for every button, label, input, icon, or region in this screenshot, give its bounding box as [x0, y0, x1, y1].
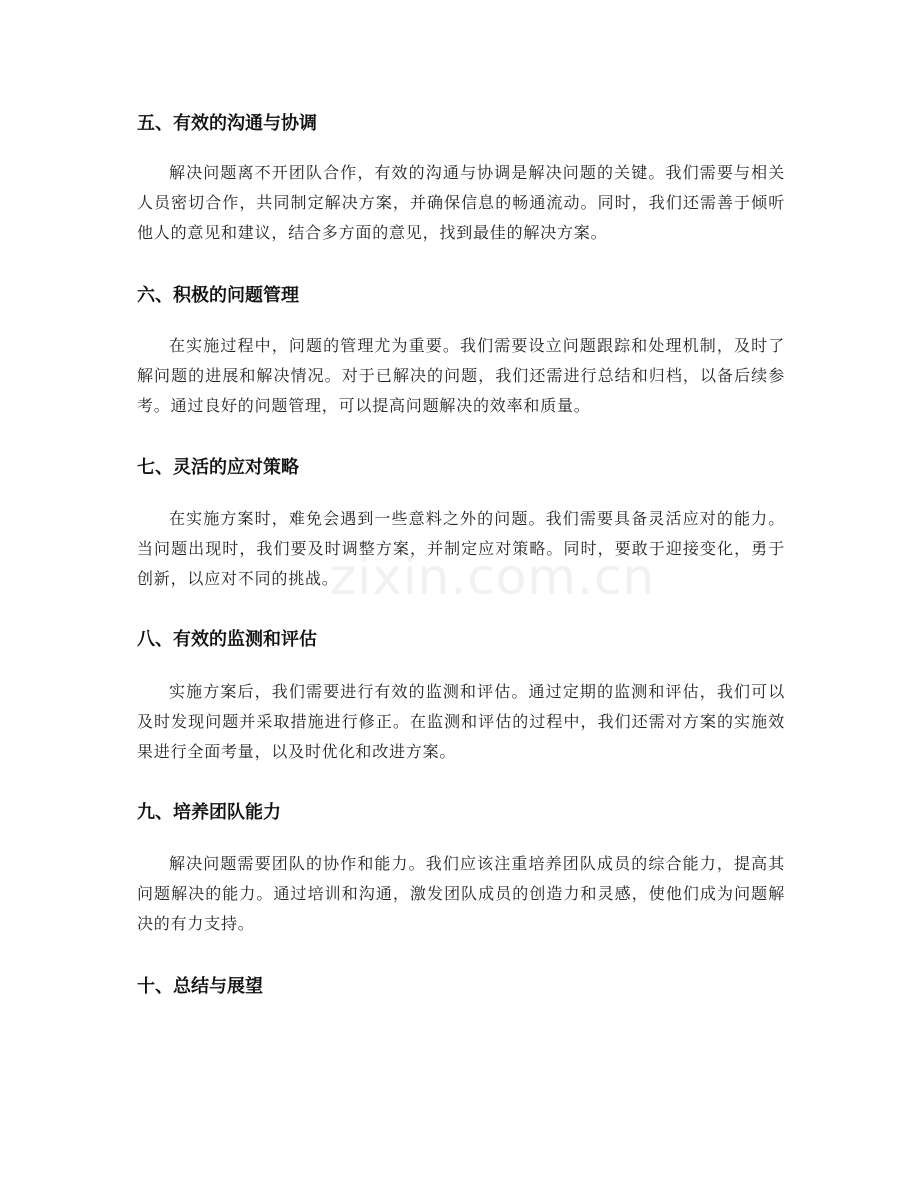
- section-heading-5: 五、有效的沟通与协调: [137, 113, 317, 134]
- section-heading-6: 六、积极的问题管理: [137, 285, 299, 306]
- section-heading-7: 七、灵活的应对策略: [137, 457, 299, 478]
- watermark: zixin.com.cn: [330, 548, 656, 606]
- section-paragraph-5: 解决问题离不开团队合作，有效的沟通与协调是解决问题的关键。我们需要与相关人员密切合作，共同制定解决方案，并确保信息的畅通流动。同时，我们还需善于倾听他人的意见和建议，结合多方面的意见，找到最佳的解决方案。: [137, 163, 785, 242]
- section-paragraph-8: 实施方案后，我们需要进行有效的监测和评估。通过定期的监测和评估，我们可以及时发现问题并采取措施进行修正。在监测和评估的过程中，我们还需对方案的实施效果进行全面考量，以及时优化和改进方案。: [137, 682, 785, 761]
- section-heading-10: 十、总结与展望: [137, 976, 263, 997]
- section-heading-9: 九、培养团队能力: [137, 802, 281, 823]
- section-heading-8: 八、有效的监测和评估: [137, 629, 317, 650]
- section-paragraph-7: 在实施方案时，难免会遇到一些意料之外的问题。我们需要具备灵活应对的能力。当问题出现时，我们要及时调整方案，并制定应对策略。同时，要敢于迎接变化，勇于创新，以应对不同的挑战。: [137, 509, 785, 588]
- section-paragraph-9: 解决问题需要团队的协作和能力。我们应该注重培养团队成员的综合能力，提高其问题解决的能力。通过培训和沟通，激发团队成员的创造力和灵感，使他们成为问题解决的有力支持。: [137, 854, 785, 933]
- section-paragraph-6: 在实施过程中，问题的管理尤为重要。我们需要设立问题跟踪和处理机制，及时了解问题的进展和解决情况。对于已解决的问题，我们还需进行总结和归档，以备后续参考。通过良好的问题管理，可以提高问题解决的效率和质量。: [137, 336, 785, 415]
